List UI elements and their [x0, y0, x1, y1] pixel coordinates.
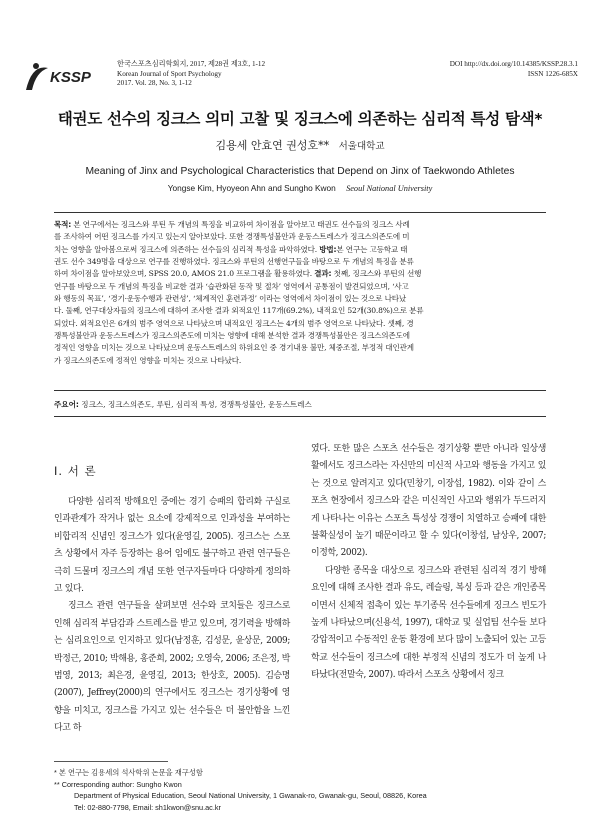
- abstract-line: 를 조사하여 어떤 징크스를 가지고 있는지 알아보았다. 또한 경쟁특성불안과 운동스트레스가 징크스의존도에 미: [54, 232, 410, 242]
- paper-title-ko: 태권도 선수의 징크스 의미 고찰 및 징크스에 의존하는 심리적 특성 탐색*: [57, 110, 543, 128]
- paragraph: 다양한 종목을 대상으로 징크스와 관련된 심리적 경기 방해요인에 대해 조사한 결과 유도, 레슬링, 복싱 등과 같은 개인종목 이면서 신체적 접촉이 있는 투기종목 선수들에게 징크스 빈도가 높게 나타났으며(신용석, 1997), 대학교 및 실업팀 선수들 보다 강압적이고 수동적인 운동 환경에 보다 많이 노출되어 있는 고등학교 선수들이 징크스에 대한 부정적 신념의 정도가 더 높게 나타났다(전말숙, 2007). 따라서 스포츠 상황에서 징크: [311, 565, 546, 681]
- abstract-top-rule: [54, 212, 546, 213]
- abstract-method-label: 방법:: [319, 244, 337, 254]
- abstract-line: 쟁특성불안과 운동스트레스가 징크스의존도에 미치는 영향에 대해 분석한 결과 경쟁특성불안은 징크스의존도에: [54, 331, 410, 341]
- keywords-label: 주요어:: [54, 400, 79, 409]
- issn: ISSN 1226-685X: [527, 69, 578, 78]
- author-names-en: Yongse Kim, Hyoyeon Ahn and Sungho Kwon: [167, 183, 336, 193]
- abstract-line: 연구를 바탕으로 두 개념의 특징을 비교한 결과 ‘습관화된 동작 및 절차’ 영역에서 공통점이 발견되었으며, ‘사고: [54, 281, 409, 291]
- affiliation-en: Seoul National University: [346, 184, 433, 193]
- paragraph: 징크스 관련 연구들을 살펴보면 선수와 코치들은 징크스로 인해 심리적 부담감과 스트레스를 받고 있으며, 경기력을 방해하는 심리요인으로 인지하고 있다(남정훈, 김성문, 윤상문, 2009; 박정근, 2010; 박해용, 홍준희, 2002; 오영숙, 2006; 조은정, 박범영, 2013; 최은경, 윤영길, 2013; 한상호, 2005). 김승명(2007), Jeffrey(2000)의 연구에서도 징크스는 경기상황에 영향을 미치고, 징크스를 가지고 있는 선수들은 더 불안함을 느낀다고 하: [54, 601, 290, 734]
- body-right-column: [311, 441, 546, 685]
- authors-en: [0, 183, 600, 193]
- doi-block: [450, 60, 578, 79]
- journal-name-ko: 한국스포츠심리학회지, 2017, 제28권 제3호, 1-12: [117, 60, 266, 68]
- paper-title-en: Meaning of Jinx and Psychological Characteristics that Depend on Jinx of Taekwondo Athletes: [85, 166, 515, 177]
- abstract-line: 권도 선수 349명을 대상으로 연구를 진행하였다. 징크스와 루틴의 선행연구들을 바탕으로 두 개념의 특징을 분류: [54, 257, 414, 267]
- abstract: [54, 219, 546, 367]
- paragraph: 다양한 심리적 방해요인 중에는 경기 승패의 합리화 구실로 인과관계가 작거나 없는 요소에 강제적으로 인과성을 부여하는 비합리적 신념인 징크스가 있다(윤영길, 2005). 징크스는 스포츠 상황에서 자주 등장하는 용어 임에도 불구하고 관련 연구들은 극히 드물며 징크스의 개념 또한 연구자들마다 다양하게 정의하고 있다.: [54, 497, 290, 595]
- footnotes: [54, 767, 546, 813]
- journal-name-en: Korean Journal of Sport Psychology: [117, 69, 222, 78]
- journal-citation: [117, 60, 265, 89]
- authors-ko: [0, 137, 600, 153]
- body-left-column: [54, 494, 290, 738]
- footnote-rule: [54, 761, 168, 762]
- keywords-list: 징크스, 징크스의존도, 루틴, 심리적 특성, 경쟁특성불안, 운동스트레스: [78, 400, 312, 409]
- logo-text: KSSP: [50, 69, 91, 86]
- footnote-contact: Tel: 02-880-7798, Email: sh1kwon@snu.ac.kr: [74, 802, 221, 812]
- abstract-line: 정적인 영향을 미치는 것으로 나타났으며 운동스트레스의 하위요인 중 경기내용 불만, 체중조절, 부정적 대인관계: [54, 343, 414, 353]
- abstract-line: 하여 차이점을 알아보았으며, SPSS 20.0, AMOS 21.0 프로그램을 활용하였다.: [54, 269, 315, 279]
- abstract-line: 본 연구는 고등학교 태: [336, 244, 408, 254]
- author-names-ko: 김용세 안효연 권성호**: [215, 139, 330, 152]
- abstract-line: 다. 둘째, 연구대상자들의 징크스에 대하여 조사한 결과 외적요인 117개(69.2%), 내적요인 52개(30.8%)으로 분류: [54, 306, 424, 316]
- keywords: [54, 399, 546, 410]
- abstract-results-label: 결과:: [314, 269, 332, 279]
- footnote-thesis: * 본 연구는 김용세의 석사학위 논문을 재구성함: [54, 768, 203, 777]
- abstract-line: 첫째, 징크스와 루틴의 선행: [331, 269, 422, 279]
- journal-logo: [22, 60, 114, 96]
- abstract-line: 되었다. 외적요인은 6개의 범주 영역으로 나타났으며 내적요인 징크스는 4개의 범주 영역으로 나타났다. 셋째, 경: [54, 318, 414, 328]
- abstract-line: 본 연구에서는 징크스와 루틴 두 개념의 특징을 비교하여 차이점을 알아보고 태권도 선수들의 징크스 사례: [71, 220, 410, 229]
- section-heading-introduction: I. 서 론: [54, 464, 97, 478]
- abstract-line: 치는 영향을 알아봄으로써 징크스에 의존하는 선수들의 심리적 특성을 파악하였다.: [54, 244, 320, 254]
- affiliation-ko: 서울대학교: [338, 141, 385, 152]
- keywords-top-rule: [54, 390, 546, 391]
- keywords-bottom-rule: [54, 416, 546, 417]
- abstract-line: 와 행동의 목표’, ‘경기·운동수행과 관련성’, ‘체계적인 훈련과정’ 이라는 영역에서 차이점이 있는 것으로 나타났: [54, 294, 407, 304]
- footnote-corresponding: ** Corresponding author: Sungho Kwon: [54, 779, 182, 789]
- footnote-address: Department of Physical Education, Seoul National University, 1 Gwanak-ro, Gwanak-gu, Seoul, 08826, Korea: [74, 791, 427, 801]
- abstract-purpose-label: 목적:: [54, 220, 72, 229]
- journal-volume: 2017. Vol. 28, No. 3, 1-12: [117, 79, 192, 88]
- paragraph: 였다. 또한 많은 스포츠 선수들은 경기상황 뿐만 아니라 일상생활에서도 징크스라는 자신만의 미신적 사고와 행동을 가지고 있는 것으로 알려지고 있다(민창기, 이장섭, 1982). 이와 같이 스포츠 현장에서 징크스와 같은 미신적인 사고와 행위가 두드러지게 나타나는 이유는 스포츠 특성상 경쟁이 치열하고 승패에 대한 불확실성이 높기 때문이라고 할 수 있다(이창섭, 남상우, 2007; 이정학, 2002).: [311, 444, 546, 559]
- doi-link[interactable]: DOI http://dx.doi.org/10.14385/KSSP.28.3.1: [449, 60, 578, 68]
- abstract-line: 가 징크스의존도에 정적인 영향을 미치는 것으로 나타났다.: [54, 355, 242, 365]
